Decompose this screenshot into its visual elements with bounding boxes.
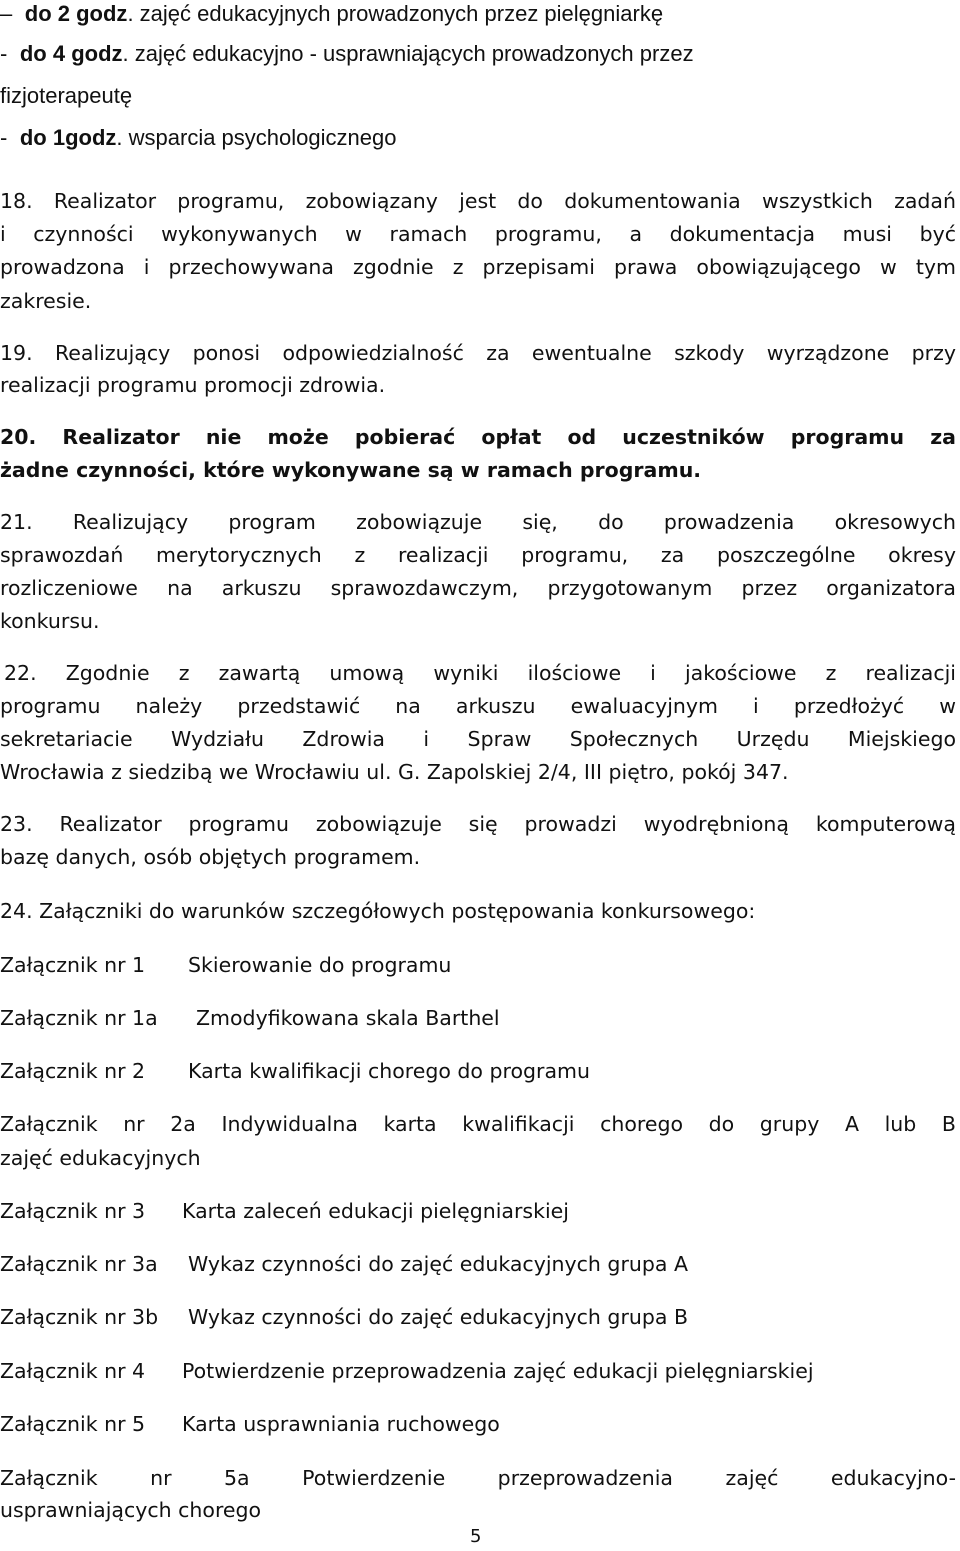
paragraph-23-line-2: bazę danych, osób objętych programem. [0,845,421,869]
attachment-code: Załącznik nr 3b [0,1305,159,1329]
attachment-code: Załącznik nr 5a [0,1466,250,1490]
attachment-code: Załącznik nr 4 [0,1359,146,1383]
attachment-4 [0,1356,814,1386]
attachment-2a [0,1108,956,1141]
paragraph-21-line-2: sprawozdań merytorycznych z realizacji programu, za poszczególne okresy [0,543,956,567]
attachment-desc: Wykaz czynności do zajęć edukacyjnych grupa B [188,1305,689,1329]
attachment-2a-cont: zajęć edukacyjnych [0,1146,201,1170]
paragraph-23-line-1: 23. Realizator programu zobowiązuje się prowadzi wyodrębnioną komputerową [0,812,956,836]
paragraph-22-line-4: Wrocławia z siedzibą we Wrocławiu ul. G. Zapolskiej 2/4, III piętro, pokój 347. [0,760,789,784]
attachment-desc: Potwierdzenie przeprowadzenia zajęć edukacji pielęgniarskiej [182,1359,814,1383]
attachment-3 [0,1196,569,1226]
attachment-desc: Potwierdzenie przeprowadzenia zajęć edukacyjno- [302,1466,956,1490]
attachment-5a-cont: usprawniających chorego [0,1498,262,1522]
paragraph-19-line-1: 19. Realizujący ponosi odpowiedzialność za ewentualne szkody wyrządzone przy [0,341,956,365]
attachment-code: Załącznik nr 2 [0,1059,146,1083]
attachment-5a [0,1462,956,1495]
paragraph-22-line-2: programu należy przedstawić na arkuszu ewaluacyjnym i przedłożyć w [0,694,956,718]
attachment-code: Załącznik nr 3 [0,1199,146,1223]
attachment-2 [0,1056,590,1086]
attachment-1 [0,950,451,980]
attachment-desc: Wykaz czynności do zajęć edukacyjnych grupa A [188,1252,688,1276]
attachment-code: Załącznik nr 2a [0,1112,196,1136]
paragraph-21-line-1: 21. Realizujący program zobowiązuje się, do prowadzenia okresowych [0,510,956,534]
paragraph-20-line-1: 20. Realizator nie może pobierać opłat od uczestników programu za [0,425,956,449]
header-item-3: fizjoterapeutę [0,83,133,108]
attachment-code: Załącznik nr 5 [0,1412,146,1436]
attachment-code: Załącznik nr 1 [0,953,146,977]
paragraph-19-line-2: realizacji programu promocji zdrowia. [0,373,386,397]
attachment-3b [0,1302,688,1332]
paragraph-22-line-3: sekretariacie Wydziału Zdrowia i Spraw Społecznych Urzędu Miejskiego [0,727,956,751]
paragraph-18-line-3: prowadzona i przechowywana zgodnie z przepisami prawa obowiązującego w tym [0,255,956,279]
paragraph-22-line-1: 22. Zgodnie z zawartą umową wyniki ilościowe i jakościowe z realizacji [4,661,956,685]
attachment-desc: Karta zaleceń edukacji pielęgniarskiej [182,1199,569,1223]
attachment-desc: Zmodyfikowana skala Barthel [196,1006,500,1030]
paragraph-20-line-2: żadne czynności, które wykonywane są w ramach programu. [0,458,702,482]
attachment-desc: Indywidualna karta kwalifikacji chorego do grupy A lub B [221,1112,956,1136]
paragraph-21-line-3: rozliczeniowe na arkuszu sprawozdawczym, przygotowanym przez organizatora [0,576,956,600]
attachment-desc: Karta usprawniania ruchowego [182,1412,500,1436]
header-item-2: - do 4 godz. zajęć edukacyjno - usprawniających prowadzonych przez [0,41,694,66]
header-item-1: – do 2 godz. zajęć edukacyjnych prowadzonych przez pielęgniarkę [0,1,664,26]
attachment-code: Załącznik nr 1a [0,1006,158,1030]
page-number: 5 [470,1526,482,1547]
paragraph-18-line-1: 18. Realizator programu, zobowiązany jest do dokumentowania wszystkich zadań [0,189,956,213]
header-item-4: - do 1godz. wsparcia psychologicznego [0,125,397,150]
attachment-desc: Skierowanie do programu [188,953,452,977]
attachment-3a [0,1249,688,1279]
attachment-5 [0,1409,500,1439]
attachment-desc: Karta kwalifikacji chorego do programu [188,1059,590,1083]
paragraph-18-line-2: i czynności wykonywanych w ramach programu, a dokumentacja musi być [0,222,956,246]
attachment-code: Załącznik nr 3a [0,1252,158,1276]
attachment-1a [0,1003,500,1033]
paragraph-18-line-4: zakresie. [0,289,92,313]
paragraph-24: 24. Załączniki do warunków szczegółowych postępowania konkursowego: [0,899,756,923]
paragraph-21-line-4: konkursu. [0,609,100,633]
